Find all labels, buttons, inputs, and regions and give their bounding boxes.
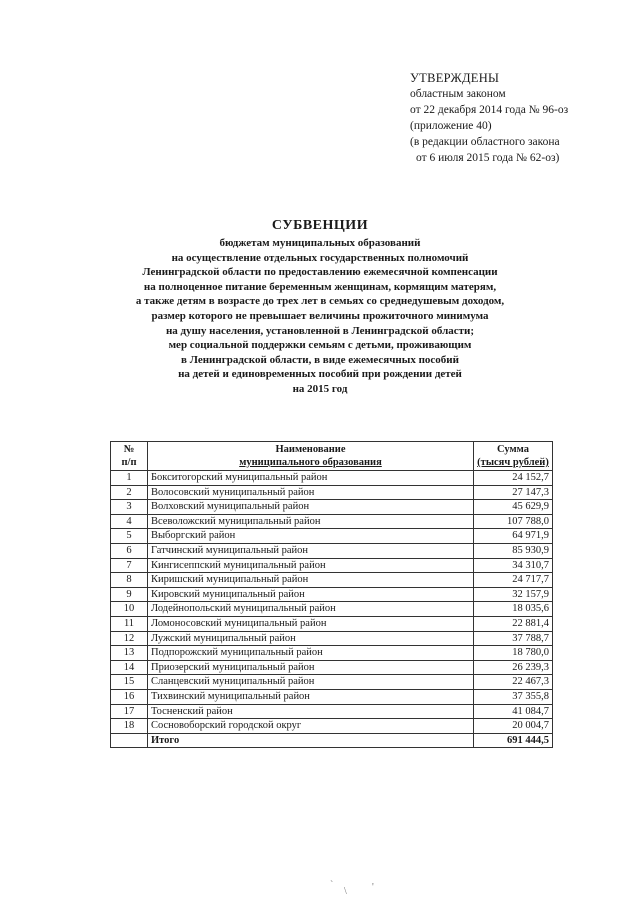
row-sum: 32 157,9 <box>474 587 553 602</box>
row-sum: 20 004,7 <box>474 719 553 734</box>
title-line: бюджетам муниципальных образований <box>219 237 421 249</box>
title-line: на осуществление отдельных государственных полномочий <box>171 251 469 264</box>
row-number: 9 <box>111 587 148 602</box>
table-row <box>111 631 553 646</box>
row-municipality: Всеволожский муниципальный район <box>148 514 474 529</box>
row-number: 17 <box>111 704 148 719</box>
table-row <box>111 514 553 529</box>
table-row <box>111 573 553 588</box>
table-row <box>111 660 553 675</box>
table-row <box>111 587 553 602</box>
row-number: 2 <box>111 485 148 500</box>
row-sum: 64 971,9 <box>474 529 553 544</box>
header-name-line: муниципального образования <box>239 457 382 468</box>
approval-stamp <box>410 70 635 166</box>
row-number: 1 <box>111 471 148 486</box>
header-number-line: № <box>123 444 135 455</box>
header-number-line: п/п <box>121 457 137 468</box>
row-municipality: Волховский муниципальный район <box>148 500 474 515</box>
total-label: Итого <box>148 733 474 748</box>
row-number: 5 <box>111 529 148 544</box>
table-row <box>111 719 553 734</box>
approval-line: областным законом <box>410 88 506 100</box>
row-number: 12 <box>111 631 148 646</box>
table-row <box>111 500 553 515</box>
table-row <box>111 543 553 558</box>
row-sum: 85 930,9 <box>474 543 553 558</box>
header-sum <box>474 442 553 471</box>
row-sum: 27 147,3 <box>474 485 553 500</box>
row-municipality: Бокситогорский муниципальный район <box>148 471 474 486</box>
title-line: Ленинградской области по предоставлению ежемесячной компенсации <box>142 266 498 279</box>
row-sum: 37 788,7 <box>474 631 553 646</box>
row-municipality: Приозерский муниципальный район <box>148 660 474 675</box>
title-line: на детей и единовременных пособий при рождении детей <box>178 368 462 381</box>
row-sum: 34 310,7 <box>474 558 553 573</box>
total-sum: 691 444,5 <box>474 733 553 748</box>
row-number: 16 <box>111 689 148 704</box>
title-line: мер социальной поддержки семьям с детьми, проживающим <box>168 339 472 352</box>
header-sum-line: (тысяч рублей) <box>477 457 549 468</box>
table-row <box>111 602 553 617</box>
row-number: 14 <box>111 660 148 675</box>
row-number: 6 <box>111 543 148 558</box>
header-name-line: Наименование <box>275 444 346 455</box>
row-sum: 107 788,0 <box>474 514 553 529</box>
table-row <box>111 471 553 486</box>
row-municipality: Киришский муниципальный район <box>148 573 474 588</box>
document-title <box>60 218 580 397</box>
row-number: 18 <box>111 719 148 734</box>
row-sum: 22 467,3 <box>474 675 553 690</box>
scan-mark: ` <box>330 880 334 891</box>
title-line: на душу населения, установленной в Ленинградской области; <box>165 324 475 337</box>
row-sum: 22 881,4 <box>474 616 553 631</box>
row-municipality: Лужский муниципальный район <box>148 631 474 646</box>
row-sum: 18 035,6 <box>474 602 553 617</box>
row-number: 11 <box>111 616 148 631</box>
approval-line: (приложение 40) <box>410 120 492 132</box>
row-number: 4 <box>111 514 148 529</box>
row-number: 15 <box>111 675 148 690</box>
table-row <box>111 646 553 661</box>
title-main: СУБВЕНЦИИ <box>271 218 369 233</box>
row-municipality: Сосновоборский городской округ <box>148 719 474 734</box>
row-municipality: Тосненский район <box>148 704 474 719</box>
table-row <box>111 675 553 690</box>
title-line: а также детям в возрасте до трех лет в семьях со среднедушевым доходом, <box>135 295 505 308</box>
row-municipality: Подпорожский муниципальный район <box>148 646 474 661</box>
row-municipality: Лодейнопольский муниципальный район <box>148 602 474 617</box>
table-row <box>111 616 553 631</box>
row-sum: 26 239,3 <box>474 660 553 675</box>
header-sum-line: Сумма <box>497 444 529 455</box>
scan-mark: ' <box>372 882 374 893</box>
table-row <box>111 485 553 500</box>
row-sum: 45 629,9 <box>474 500 553 515</box>
total-number-cell <box>111 733 148 748</box>
row-municipality: Сланцевский муниципальный район <box>148 675 474 690</box>
approval-line: (в редакции областного закона <box>410 136 560 148</box>
row-sum: 18 780,0 <box>474 646 553 661</box>
title-line: в Ленинградской области, в виде ежемесячных пособий <box>181 353 459 366</box>
table-row <box>111 558 553 573</box>
row-municipality: Ломоносовский муниципальный район <box>148 616 474 631</box>
row-sum: 41 084,7 <box>474 704 553 719</box>
scan-mark: \ <box>344 886 347 897</box>
row-municipality: Выборгский район <box>148 529 474 544</box>
row-sum: 24 152,7 <box>474 471 553 486</box>
table-row <box>111 529 553 544</box>
header-number <box>111 442 148 471</box>
approval-line: от 22 декабря 2014 года № 96-оз <box>410 104 569 116</box>
table-row <box>111 689 553 704</box>
row-municipality: Гатчинский муниципальный район <box>148 543 474 558</box>
title-line: на 2015 год <box>292 382 348 395</box>
title-line: размер которого не превышает величины прожиточного минимума <box>151 309 489 322</box>
row-municipality: Волосовский муниципальный район <box>148 485 474 500</box>
table-row <box>111 704 553 719</box>
row-number: 13 <box>111 646 148 661</box>
header-name <box>148 442 474 471</box>
row-municipality: Тихвинский муниципальный район <box>148 689 474 704</box>
total-row <box>111 733 553 748</box>
row-municipality: Кировский муниципальный район <box>148 587 474 602</box>
row-sum: 37 355,8 <box>474 689 553 704</box>
row-number: 7 <box>111 558 148 573</box>
title-line: на полноценное питание беременным женщинам, кормящим матерям, <box>143 280 497 293</box>
row-number: 8 <box>111 573 148 588</box>
approval-line: от 6 июля 2015 года № 62-оз) <box>416 152 560 164</box>
row-number: 3 <box>111 500 148 515</box>
row-number: 10 <box>111 602 148 617</box>
subsidies-table <box>110 441 553 748</box>
table-header-row <box>111 442 553 471</box>
row-sum: 24 717,7 <box>474 573 553 588</box>
approval-heading: УТВЕРЖДЕНЫ <box>410 71 500 85</box>
row-municipality: Кингисеппский муниципальный район <box>148 558 474 573</box>
